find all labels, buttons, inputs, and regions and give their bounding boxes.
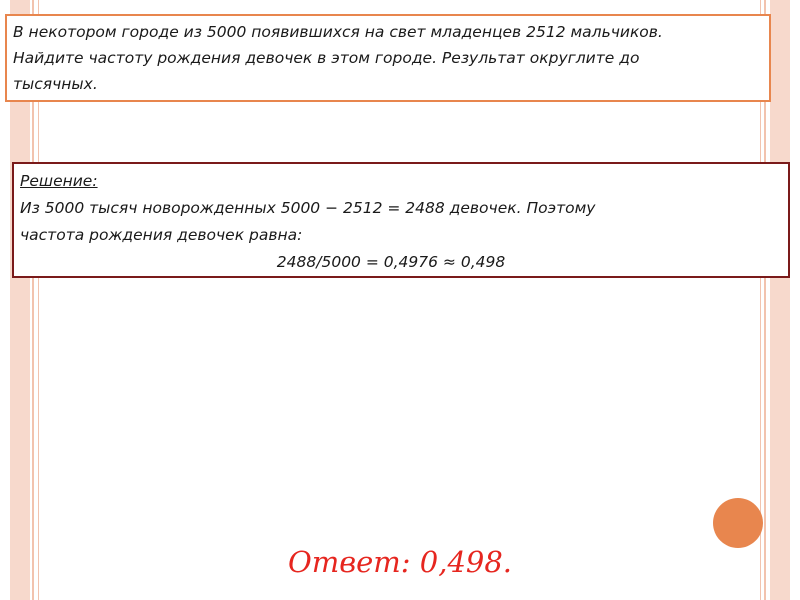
solution-line: Из 5000 тысяч новорожденных 5000 − 2512 = 2488 девочек. Поэтому — [20, 199, 596, 217]
problem-text-box — [5, 14, 771, 102]
problem-line: тысячных. — [13, 75, 98, 93]
solution-formula: 2488/5000 = 0,4976 ≈ 0,498 — [276, 253, 506, 271]
problem-line: В некотором городе из 5000 появившихся на свет младенцев 2512 мальчиков. — [13, 23, 663, 41]
solution-heading: Решение: — [20, 172, 98, 190]
problem-line: Найдите частоту рождения девочек в этом городе. Результат округлите до — [13, 49, 640, 67]
decorative-circle — [713, 498, 763, 548]
answer-text: Ответ: 0,498. — [287, 545, 513, 579]
solution-line: частота рождения девочек равна: — [20, 226, 303, 244]
decorative-stripe — [770, 0, 790, 600]
solution-text-box — [12, 162, 790, 278]
